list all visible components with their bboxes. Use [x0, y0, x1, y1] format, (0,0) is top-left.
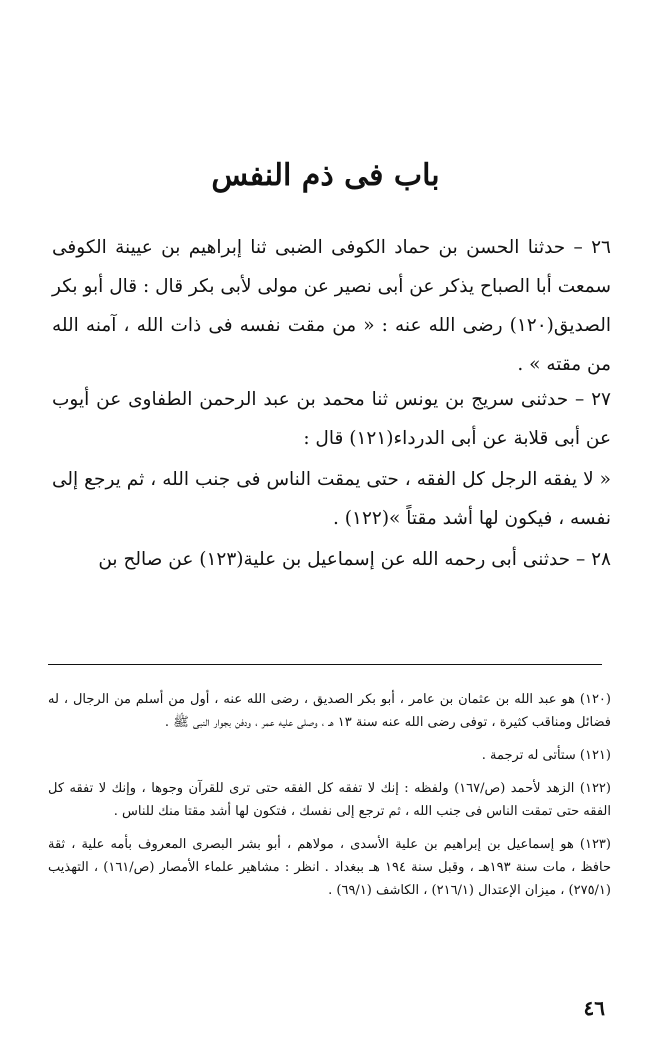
- hadith-27-quote: « لا يفقه الرجل كل الفقه ، حتى يمقت الناس فى جنب الله ، ثم يرجع إلى نفسه ، فيكون لها أشد مقتاً »(١٢٢) .: [52, 469, 611, 529]
- footnote-separator: [48, 664, 602, 665]
- footnote-121: (١٢١) ستأتى له ترجمة .: [481, 748, 611, 763]
- hadith-28: ٢٨ – حدثنى أبى رحمه الله عن إسماعيل بن علية(١٢٣) عن صالح بن: [98, 549, 611, 570]
- page-number: ٤٦: [583, 996, 605, 1020]
- footnote-123: (١٢٣) هو إسماعيل بن إبراهيم بن علية الأسدى ، مولاهم ، أبو بشر البصرى المعروف بأمه علية ، ثقة حافظ ، مات سنة ١٩٣هـ ، وقبل سنة ١٩٤ هـ ببغداد . انظر : مشاهير علماء الأمصار (ص/١٦١) ، التهذيب (٢٧٥/١) ، ميزان الإعتدال (٢١٦/١) ، الكاشف (٦٩/١) .: [48, 837, 612, 898]
- footnotes: [48, 688, 611, 912]
- chapter-title: باب فى ذم النفس: [211, 158, 440, 193]
- footnote-120: (١٢٠) هو عبد الله بن عثمان بن عامر ، أبو بكر الصديق ، رضى الله عنه ، أول من أسلم من الرجال ، له فضائل ومناقب كثيرة ، توفى رضى الله عنه سنة ١٣ هـ ، وصلى عليه عمر ، ودفن بجوار النبى ﷺ .: [48, 692, 611, 730]
- hadith-26: ٢٦ – حدثنا الحسن بن حماد الكوفى الضبى ثنا إبراهيم بن عيينة الكوفى سمعت أبا الصباح يذكر عن أبى نصير عن مولى لأبى بكر قال : قال أبو بكر الصديق(١٢٠) رضى الله عنه : « من مقت نفسه فى ذات الله ، آمنه الله من مقته » .: [52, 237, 611, 375]
- footnote-122: (١٢٢) الزهد لأحمد (ص/١٦٧) ولفظه : إنك لا تفقه كل الفقه حتى ترى للقرآن وجوها ، وإنك لا تفقه كل الفقه حتى تمقت الناس فى جنب الله ، ثم ترجع إلى نفسك ، فتكون لها أشد مقتا منك للناس .: [48, 781, 611, 819]
- hadith-27: ٢٧ – حدثنى سريج بن يونس ثنا محمد بن عبد الرحمن الطفاوى عن أيوب عن أبى قلابة عن أبى الدرداء(١٢١) قال :: [52, 389, 611, 449]
